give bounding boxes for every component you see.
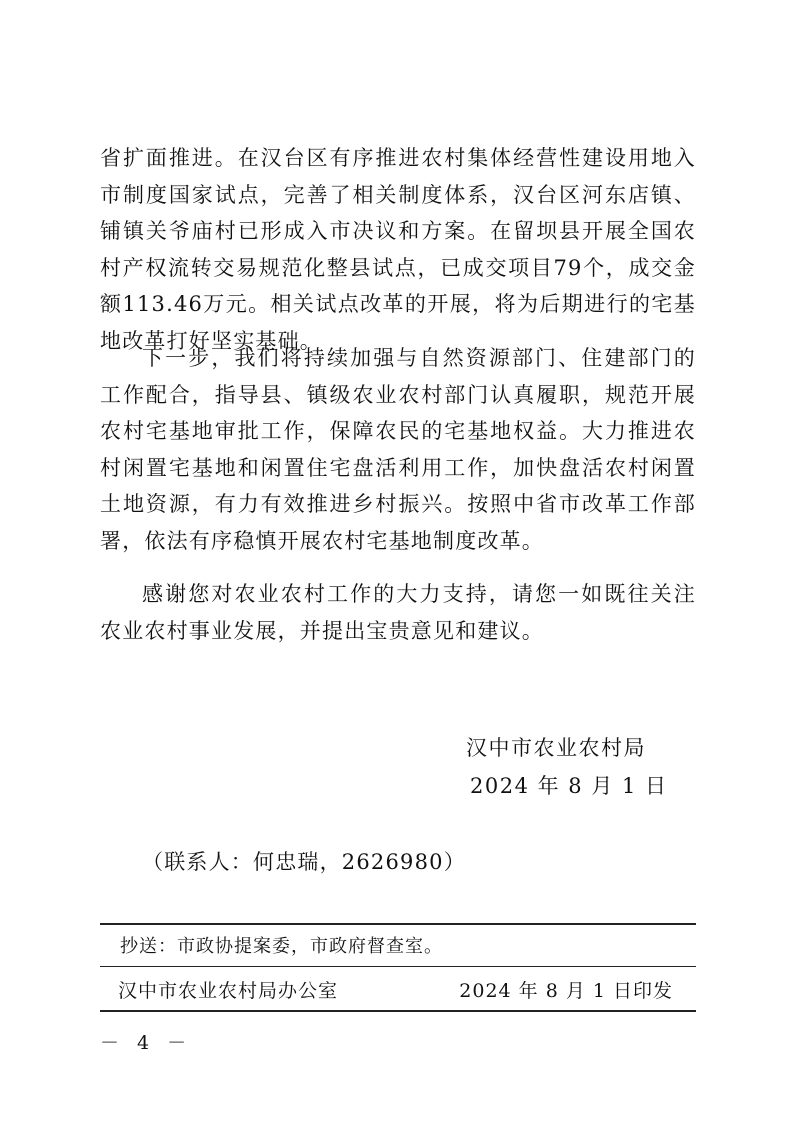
body-paragraph-2: 下一步，我们将持续加强与自然资源部门、住建部门的工作配合，指导县、镇级农业农村部门认真履职，规范开展农村宅基地审批工作，保障农民的宅基地权益。大力推进农村闲置宅基地和闲置住宅盘活利用工作，加快盘活农村闲置土地资源，有力有效推进乡村振兴。按照中省市改革工作部署，依法有序稳慎开展农村宅基地制度改革。 [100, 346, 696, 553]
signature-organization: 汉中市农业农村局 [466, 736, 646, 760]
issue-date: 2024 年 8 月 1 日印发 [459, 980, 673, 1002]
signature-date: 2024 年 8 月 1 日 [470, 774, 668, 798]
body-paragraph-3: 感谢您对农业农村工作的大力支持，请您一如既往关注农业农村事业发展，并提出宝贵意见和建议。 [100, 582, 696, 643]
footer-rule-bottom [100, 1010, 696, 1012]
body-paragraph-1: 省扩面推进。在汉台区有序推进农村集体经营性建设用地入市制度国家试点，完善了相关制度体系，汉台区河东店镇、铺镇关爷庙村已形成入市决议和方案。在留坝县开展全国农村产权流转交易规范化整县试点，已成交项目79个，成交金额113.46万元。相关试点改革的开展，将为后期进行的宅基地改革打好坚实基础。 [100, 146, 696, 353]
contact-info: （联系人：何忠瑞，2626980） [142, 850, 466, 874]
footer-rule-top [100, 923, 696, 925]
cc-line: 抄送：市政协提案委，市政府督查室。 [120, 936, 443, 957]
footer-rule-middle [100, 966, 696, 967]
issuing-office: 汉中市农业农村局办公室 [118, 980, 339, 1002]
page-number: － 4 － [100, 1032, 193, 1054]
